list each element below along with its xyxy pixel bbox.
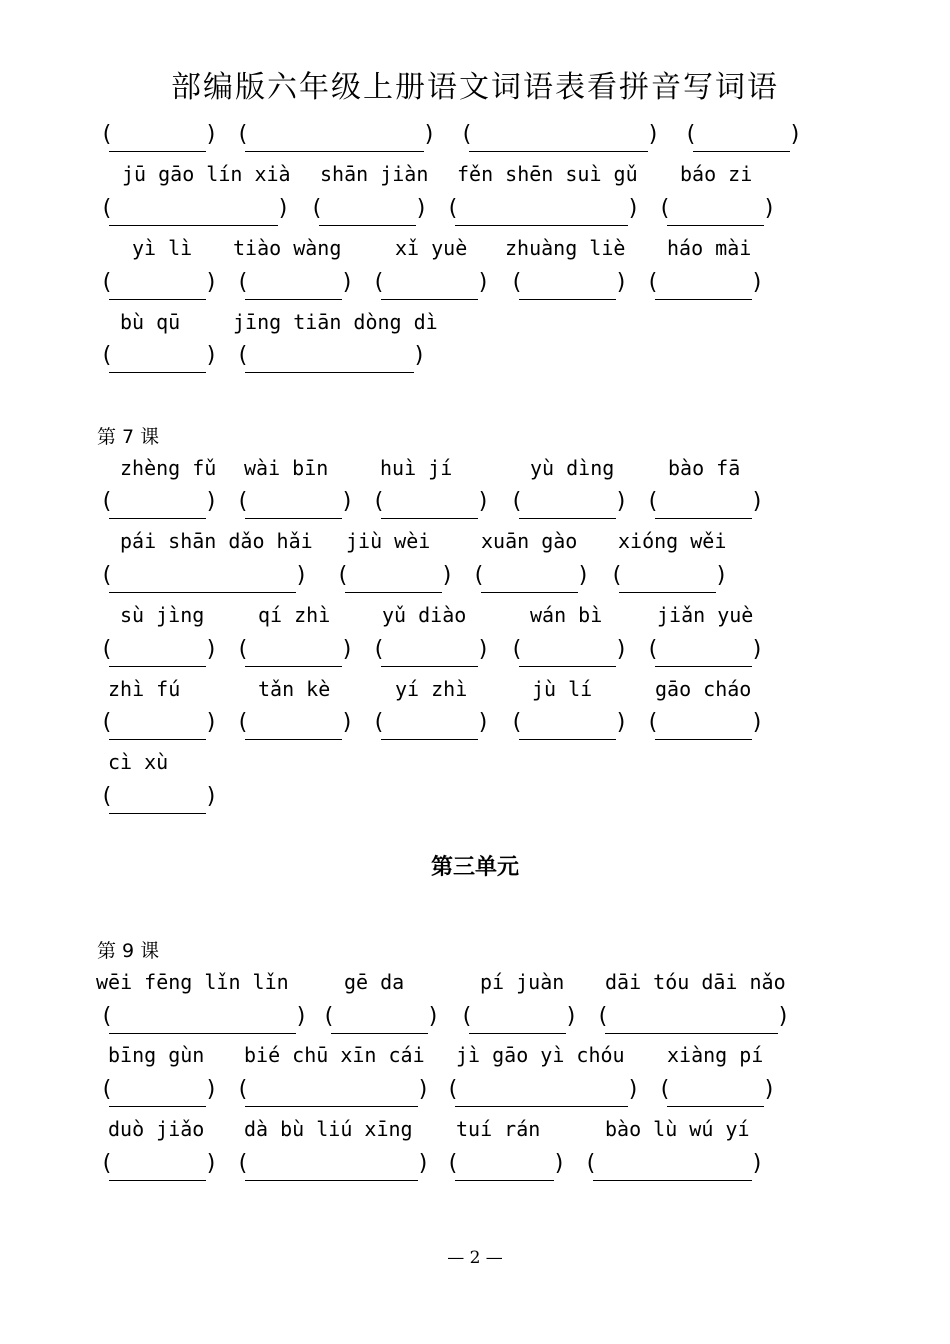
answer-blank[interactable] [100, 343, 218, 375]
answer-blank[interactable] [460, 1004, 578, 1036]
answer-underline [381, 299, 478, 300]
open-paren: ( [658, 1077, 672, 1102]
close-paren: ) [204, 489, 218, 514]
answer-blank[interactable] [100, 710, 218, 742]
pinyin-label: jiǎn yuè [657, 603, 754, 627]
close-paren: ) [204, 270, 218, 295]
answer-blank[interactable] [236, 489, 354, 521]
close-paren: ) [340, 637, 354, 662]
pinyin-label: zhuàng liè [505, 236, 626, 260]
close-paren: ) [204, 122, 218, 147]
answer-blank[interactable] [322, 1004, 440, 1036]
answer-underline [245, 739, 342, 740]
answer-underline [109, 225, 278, 226]
open-paren: ( [336, 563, 350, 588]
pinyin-label: tiào wàng [233, 236, 342, 260]
close-paren: ) [714, 563, 728, 588]
open-paren: ( [100, 637, 114, 662]
close-paren: ) [276, 196, 290, 221]
close-paren: ) [614, 637, 628, 662]
answer-blank[interactable] [510, 489, 628, 521]
answer-blank[interactable] [100, 489, 218, 521]
open-paren: ( [460, 122, 474, 147]
answer-blank[interactable] [100, 122, 218, 154]
open-paren: ( [236, 710, 250, 735]
open-paren: ( [100, 1151, 114, 1176]
pinyin-label: bù qū [120, 310, 181, 334]
open-paren: ( [100, 710, 114, 735]
answer-underline [655, 739, 752, 740]
answer-underline [655, 299, 752, 300]
pinyin-label: wán bì [530, 603, 603, 627]
close-paren: ) [476, 489, 490, 514]
answer-underline [109, 1033, 296, 1034]
answer-blank[interactable] [646, 270, 764, 302]
answer-underline [109, 372, 206, 373]
pinyin-label: xióng wěi [618, 529, 727, 553]
answer-underline [381, 739, 478, 740]
answer-blank[interactable] [236, 710, 354, 742]
answer-blank[interactable] [584, 1151, 764, 1183]
close-paren: ) [340, 270, 354, 295]
open-paren: ( [100, 489, 114, 514]
pinyin-label: yǔ diào [382, 603, 467, 627]
answer-blank[interactable] [610, 563, 728, 595]
answer-underline [381, 666, 478, 667]
answer-blank[interactable] [310, 196, 428, 228]
answer-underline [693, 151, 790, 152]
answer-underline [593, 1180, 752, 1181]
answer-blank[interactable] [684, 122, 802, 154]
pinyin-label: bào lù wú yí [605, 1117, 750, 1141]
answer-blank[interactable] [100, 637, 218, 669]
pinyin-label: xuān gào [481, 529, 578, 553]
answer-blank[interactable] [100, 196, 290, 228]
answer-blank[interactable] [236, 637, 354, 669]
answer-underline [245, 1180, 418, 1181]
answer-underline [605, 1033, 778, 1034]
open-paren: ( [100, 196, 114, 221]
close-paren: ) [750, 637, 764, 662]
answer-underline [519, 518, 616, 519]
answer-blank[interactable] [510, 637, 628, 669]
close-paren: ) [426, 1004, 440, 1029]
open-paren: ( [236, 343, 250, 368]
open-paren: ( [460, 1004, 474, 1029]
close-paren: ) [750, 1151, 764, 1176]
close-paren: ) [204, 784, 218, 809]
pinyin-label: pái shān dǎo hǎi [120, 529, 313, 553]
close-paren: ) [776, 1004, 790, 1029]
answer-blank[interactable] [100, 1151, 218, 1183]
open-paren: ( [372, 489, 386, 514]
close-paren: ) [204, 710, 218, 735]
open-paren: ( [100, 1077, 114, 1102]
pinyin-label: wēi fēng lǐn lǐn [96, 970, 289, 994]
close-paren: ) [788, 122, 802, 147]
pinyin-label: bīng gùn [108, 1043, 205, 1067]
answer-blank[interactable] [646, 710, 764, 742]
close-paren: ) [626, 196, 640, 221]
answer-underline [667, 1106, 764, 1107]
answer-underline [455, 1106, 628, 1107]
answer-underline [455, 225, 628, 226]
page-number: — 2 — [447, 1248, 503, 1268]
answer-blank[interactable] [100, 784, 218, 816]
open-paren: ( [610, 563, 624, 588]
answer-blank[interactable] [658, 1077, 776, 1109]
open-paren: ( [236, 1151, 250, 1176]
answer-underline [109, 299, 206, 300]
open-paren: ( [236, 489, 250, 514]
open-paren: ( [646, 710, 660, 735]
close-paren: ) [614, 710, 628, 735]
close-paren: ) [340, 710, 354, 735]
close-paren: ) [416, 1077, 430, 1102]
answer-underline [109, 813, 206, 814]
open-paren: ( [372, 637, 386, 662]
pinyin-label: xǐ yuè [395, 236, 468, 260]
pinyin-label: gē da [344, 970, 405, 994]
answer-blank[interactable] [372, 637, 490, 669]
close-paren: ) [204, 1077, 218, 1102]
close-paren: ) [204, 1151, 218, 1176]
pinyin-label: fěn shēn suì gǔ [457, 162, 638, 186]
answer-blank[interactable] [372, 489, 490, 521]
answer-blank[interactable] [100, 270, 218, 302]
pinyin-label: jiù wèi [346, 529, 431, 553]
pinyin-label: huì jí [380, 456, 453, 480]
open-paren: ( [236, 637, 250, 662]
close-paren: ) [294, 1004, 308, 1029]
open-paren: ( [646, 270, 660, 295]
answer-underline [469, 1033, 566, 1034]
open-paren: ( [100, 343, 114, 368]
open-paren: ( [322, 1004, 336, 1029]
answer-underline [619, 592, 716, 593]
close-paren: ) [564, 1004, 578, 1029]
open-paren: ( [372, 270, 386, 295]
answer-underline [109, 151, 206, 152]
answer-underline [109, 518, 206, 519]
answer-blank[interactable] [446, 1151, 566, 1183]
close-paren: ) [614, 270, 628, 295]
pinyin-label: zhì fú [108, 677, 181, 701]
close-paren: ) [750, 270, 764, 295]
close-paren: ) [416, 1151, 430, 1176]
open-paren: ( [236, 270, 250, 295]
close-paren: ) [762, 196, 776, 221]
answer-blank[interactable] [510, 710, 628, 742]
close-paren: ) [204, 343, 218, 368]
open-paren: ( [446, 196, 460, 221]
lesson-7-heading: 第 7 课 [97, 426, 160, 448]
open-paren: ( [236, 1077, 250, 1102]
lesson-9-heading: 第 9 课 [97, 940, 160, 962]
open-paren: ( [584, 1151, 598, 1176]
pinyin-label: báo zi [680, 162, 753, 186]
answer-underline [109, 1106, 206, 1107]
pinyin-label: cì xù [108, 750, 169, 774]
close-paren: ) [412, 343, 426, 368]
open-paren: ( [658, 196, 672, 221]
open-paren: ( [100, 784, 114, 809]
pinyin-label: dà bù liú xīng [244, 1117, 413, 1141]
pinyin-label: gāo cháo [655, 677, 752, 701]
answer-underline [109, 592, 296, 593]
pinyin-label: jīng tiān dòng dì [233, 310, 438, 334]
pinyin-label: shān jiàn [320, 162, 429, 186]
open-paren: ( [684, 122, 698, 147]
pinyin-label: tuí rán [456, 1117, 541, 1141]
close-paren: ) [750, 489, 764, 514]
open-paren: ( [446, 1151, 460, 1176]
open-paren: ( [100, 1004, 114, 1029]
open-paren: ( [510, 489, 524, 514]
answer-blank[interactable] [236, 343, 426, 375]
open-paren: ( [646, 637, 660, 662]
close-paren: ) [422, 122, 436, 147]
pinyin-label: dāi tóu dāi nǎo [605, 970, 786, 994]
close-paren: ) [626, 1077, 640, 1102]
open-paren: ( [446, 1077, 460, 1102]
answer-blank[interactable] [446, 196, 640, 228]
pinyin-label: pí juàn [480, 970, 565, 994]
answer-underline [109, 666, 206, 667]
answer-blank[interactable] [100, 1077, 218, 1109]
page-title: 部编版六年级上册语文词语表看拼音写词语 [171, 70, 779, 105]
close-paren: ) [646, 122, 660, 147]
answer-underline [345, 592, 442, 593]
pinyin-label: yí zhì [395, 677, 468, 701]
pinyin-label: jù lí [532, 677, 593, 701]
answer-blank[interactable] [372, 270, 490, 302]
pinyin-label: wài bīn [244, 456, 329, 480]
answer-underline [245, 151, 424, 152]
open-paren: ( [646, 489, 660, 514]
pinyin-label: yì lì [132, 236, 193, 260]
answer-blank[interactable] [336, 563, 454, 595]
open-paren: ( [510, 710, 524, 735]
answer-blank[interactable] [596, 1004, 790, 1036]
answer-underline [109, 1180, 206, 1181]
close-paren: ) [476, 270, 490, 295]
answer-blank[interactable] [236, 122, 436, 154]
open-paren: ( [510, 637, 524, 662]
open-paren: ( [100, 270, 114, 295]
close-paren: ) [440, 563, 454, 588]
answer-underline [481, 592, 578, 593]
close-paren: ) [552, 1151, 566, 1176]
answer-underline [667, 225, 764, 226]
answer-underline [319, 225, 416, 226]
answer-blank[interactable] [372, 710, 490, 742]
pinyin-label: háo mài [667, 236, 752, 260]
pinyin-label: zhèng fǔ [120, 456, 217, 480]
pinyin-label: bié chū xīn cái [244, 1043, 425, 1067]
answer-blank[interactable] [236, 1151, 430, 1183]
close-paren: ) [414, 196, 428, 221]
answer-blank[interactable] [646, 637, 764, 669]
open-paren: ( [236, 122, 250, 147]
answer-underline [655, 666, 752, 667]
answer-underline [469, 151, 648, 152]
open-paren: ( [100, 563, 114, 588]
answer-blank[interactable] [100, 563, 308, 595]
open-paren: ( [100, 122, 114, 147]
pinyin-label: sù jìng [120, 603, 205, 627]
answer-blank[interactable] [236, 270, 354, 302]
answer-blank[interactable] [100, 1004, 308, 1036]
answer-blank[interactable] [510, 270, 628, 302]
answer-blank[interactable] [460, 122, 660, 154]
answer-underline [655, 518, 752, 519]
answer-blank[interactable] [472, 563, 590, 595]
open-paren: ( [510, 270, 524, 295]
pinyin-label: xiàng pí [667, 1043, 764, 1067]
close-paren: ) [340, 489, 354, 514]
close-paren: ) [476, 637, 490, 662]
answer-blank[interactable] [658, 196, 776, 228]
open-paren: ( [472, 563, 486, 588]
answer-underline [519, 299, 616, 300]
answer-underline [331, 1033, 428, 1034]
open-paren: ( [372, 710, 386, 735]
answer-underline [519, 739, 616, 740]
pinyin-label: yù dìng [530, 456, 615, 480]
pinyin-label: qí zhì [258, 603, 331, 627]
answer-underline [109, 739, 206, 740]
close-paren: ) [204, 637, 218, 662]
close-paren: ) [614, 489, 628, 514]
pinyin-label: jì gāo yì chóu [456, 1043, 625, 1067]
open-paren: ( [310, 196, 324, 221]
open-paren: ( [596, 1004, 610, 1029]
answer-blank[interactable] [236, 1077, 430, 1109]
answer-underline [245, 666, 342, 667]
close-paren: ) [576, 563, 590, 588]
answer-underline [245, 1106, 418, 1107]
answer-underline [455, 1180, 554, 1181]
answer-underline [381, 518, 478, 519]
answer-underline [519, 666, 616, 667]
pinyin-label: tǎn kè [258, 677, 331, 701]
close-paren: ) [750, 710, 764, 735]
close-paren: ) [476, 710, 490, 735]
close-paren: ) [762, 1077, 776, 1102]
answer-underline [245, 299, 342, 300]
answer-underline [245, 372, 414, 373]
pinyin-label: duò jiǎo [108, 1117, 205, 1141]
pinyin-label: bào fā [668, 456, 741, 480]
answer-blank[interactable] [646, 489, 764, 521]
answer-underline [245, 518, 342, 519]
answer-blank[interactable] [446, 1077, 640, 1109]
unit-heading: 第三单元 [430, 855, 519, 880]
pinyin-label: jū gāo lín xià [122, 162, 291, 186]
close-paren: ) [294, 563, 308, 588]
